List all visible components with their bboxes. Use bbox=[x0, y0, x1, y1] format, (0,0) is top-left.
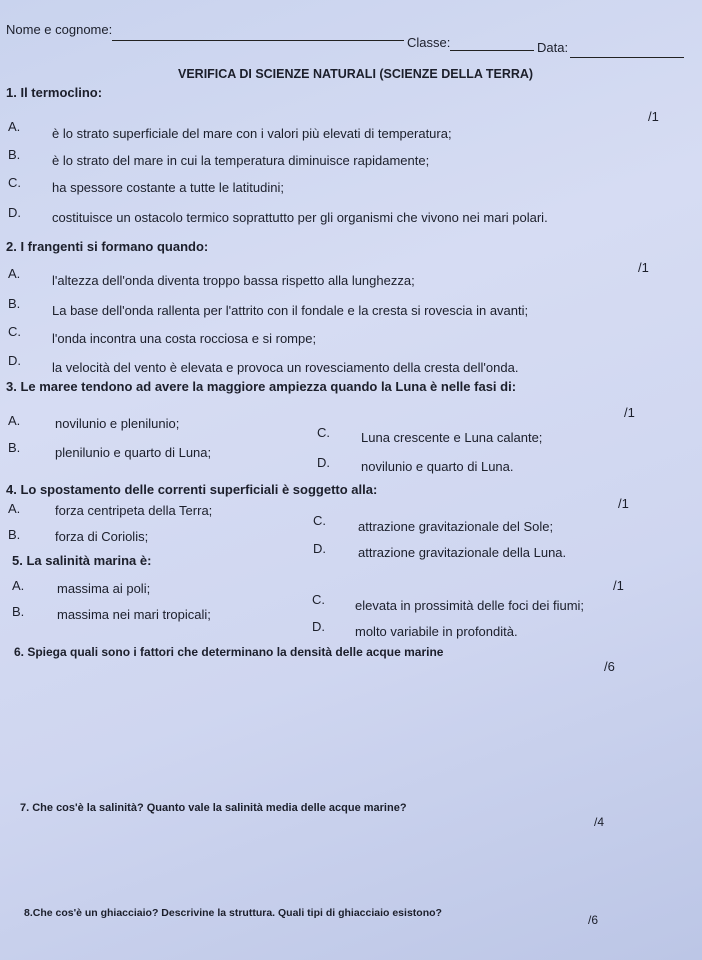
q1-option-c-letter: C. bbox=[8, 175, 21, 190]
q5-option-d-letter: D. bbox=[312, 619, 325, 634]
q6-answer-area[interactable] bbox=[14, 670, 584, 780]
q7-title: 7. Che cos'è la salinità? Quanto vale la salinità media delle acque marine? bbox=[20, 802, 407, 814]
q3-option-c-letter: C. bbox=[317, 425, 330, 440]
q8-answer-area[interactable] bbox=[24, 925, 574, 959]
q5-option-a-text: massima ai poli; bbox=[57, 581, 151, 596]
q6-title: 6. Spiega quali sono i fattori che determinano la densità delle acque marine bbox=[14, 645, 444, 659]
class-line[interactable] bbox=[450, 50, 534, 51]
date-line[interactable] bbox=[570, 57, 684, 58]
q5-option-d-text: molto variabile in profondità. bbox=[355, 624, 518, 639]
q2-title: 2. I frangenti si formano quando: bbox=[6, 239, 209, 254]
q3-option-d-letter: D. bbox=[317, 455, 330, 470]
q2-option-d-text: la velocità del vento è elevata e provoca un rovesciamento della cresta dell'onda. bbox=[52, 360, 519, 375]
q4-option-a-text: forza centripeta della Terra; bbox=[55, 503, 213, 518]
q3-option-a-text: novilunio e plenilunio; bbox=[55, 416, 180, 431]
name-label: Nome e cognome: bbox=[6, 22, 113, 37]
q5-option-a-letter: A. bbox=[12, 578, 25, 593]
q3-option-a-letter: A. bbox=[8, 413, 21, 428]
q3-option-d-text: novilunio e quarto di Luna. bbox=[361, 459, 514, 474]
q4-option-c-letter: C. bbox=[313, 513, 326, 528]
q4-option-d-text: attrazione gravitazionale della Luna. bbox=[358, 545, 567, 560]
q4-option-d-letter: D. bbox=[313, 541, 326, 556]
q4-score: /1 bbox=[618, 496, 629, 511]
q1-option-a-letter: A. bbox=[8, 119, 21, 134]
q2-score: /1 bbox=[638, 260, 649, 275]
q4-option-b-letter: B. bbox=[8, 527, 21, 542]
q5-option-b-letter: B. bbox=[12, 604, 25, 619]
q1-option-a-text: è lo strato superficiale del mare con i valori più elevati di temperatura; bbox=[52, 126, 452, 141]
q1-option-b-letter: B. bbox=[8, 147, 21, 162]
q3-option-b-letter: B. bbox=[8, 440, 21, 455]
q5-option-b-text: massima nei mari tropicali; bbox=[57, 607, 211, 622]
q2-option-b-letter: B. bbox=[8, 296, 21, 311]
q2-option-a-letter: A. bbox=[8, 266, 21, 281]
q4-option-b-text: forza di Coriolis; bbox=[55, 529, 149, 544]
date-label: Data: bbox=[537, 40, 569, 55]
q4-option-a-letter: A. bbox=[8, 501, 21, 516]
q7-score: /4 bbox=[594, 815, 605, 829]
q1-score: /1 bbox=[648, 109, 659, 124]
q2-option-a-text: l'altezza dell'onda diventa troppo bassa rispetto alla lunghezza; bbox=[52, 273, 415, 288]
q4-title: 4. Lo spostamento delle correnti superficiali è soggetto alla: bbox=[6, 482, 378, 497]
q7-answer-area[interactable] bbox=[20, 825, 580, 900]
q5-option-c-text: elevata in prossimità delle foci dei fiumi; bbox=[355, 598, 585, 613]
q1-option-c-text: ha spessore costante a tutte le latitudini; bbox=[52, 180, 284, 195]
q8-score: /6 bbox=[588, 913, 599, 927]
q8-title: 8.Che cos'è un ghiacciaio? Descrivine la struttura. Quali tipi di ghiacciaio esistono? bbox=[24, 907, 442, 919]
q4-option-c-text: attrazione gravitazionale del Sole; bbox=[358, 519, 554, 534]
q3-option-c-text: Luna crescente e Luna calante; bbox=[361, 430, 543, 445]
q2-option-d-letter: D. bbox=[8, 353, 21, 368]
q2-option-b-text: La base dell'onda rallenta per l'attrito con il fondale e la cresta si rovescia in avanti; bbox=[52, 303, 529, 318]
q2-option-c-letter: C. bbox=[8, 324, 21, 339]
q1-option-b-text: è lo strato del mare in cui la temperatura diminuisce rapidamente; bbox=[52, 153, 430, 168]
q5-option-c-letter: C. bbox=[312, 592, 325, 607]
class-label: Classe: bbox=[407, 35, 451, 50]
name-line[interactable] bbox=[112, 40, 404, 41]
q2-option-c-text: l'onda incontra una costa rocciosa e si rompe; bbox=[52, 331, 317, 346]
q1-option-d-letter: D. bbox=[8, 205, 21, 220]
q3-option-b-text: plenilunio e quarto di Luna; bbox=[55, 445, 212, 460]
q5-title: 5. La salinità marina è: bbox=[12, 553, 152, 568]
q1-option-d-text: costituisce un ostacolo termico soprattutto per gli organismi che vivono nei mari polari. bbox=[52, 210, 548, 225]
q3-score: /1 bbox=[624, 405, 635, 420]
q6-score: /6 bbox=[604, 659, 615, 674]
q1-title: 1. Il termoclino: bbox=[6, 85, 103, 100]
q3-title: 3. Le maree tendono ad avere la maggiore ampiezza quando la Luna è nelle fasi di: bbox=[6, 379, 517, 394]
page-title: VERIFICA DI SCIENZE NATURALI (SCIENZE DELLA TERRA) bbox=[178, 67, 534, 81]
q5-score: /1 bbox=[613, 578, 624, 593]
